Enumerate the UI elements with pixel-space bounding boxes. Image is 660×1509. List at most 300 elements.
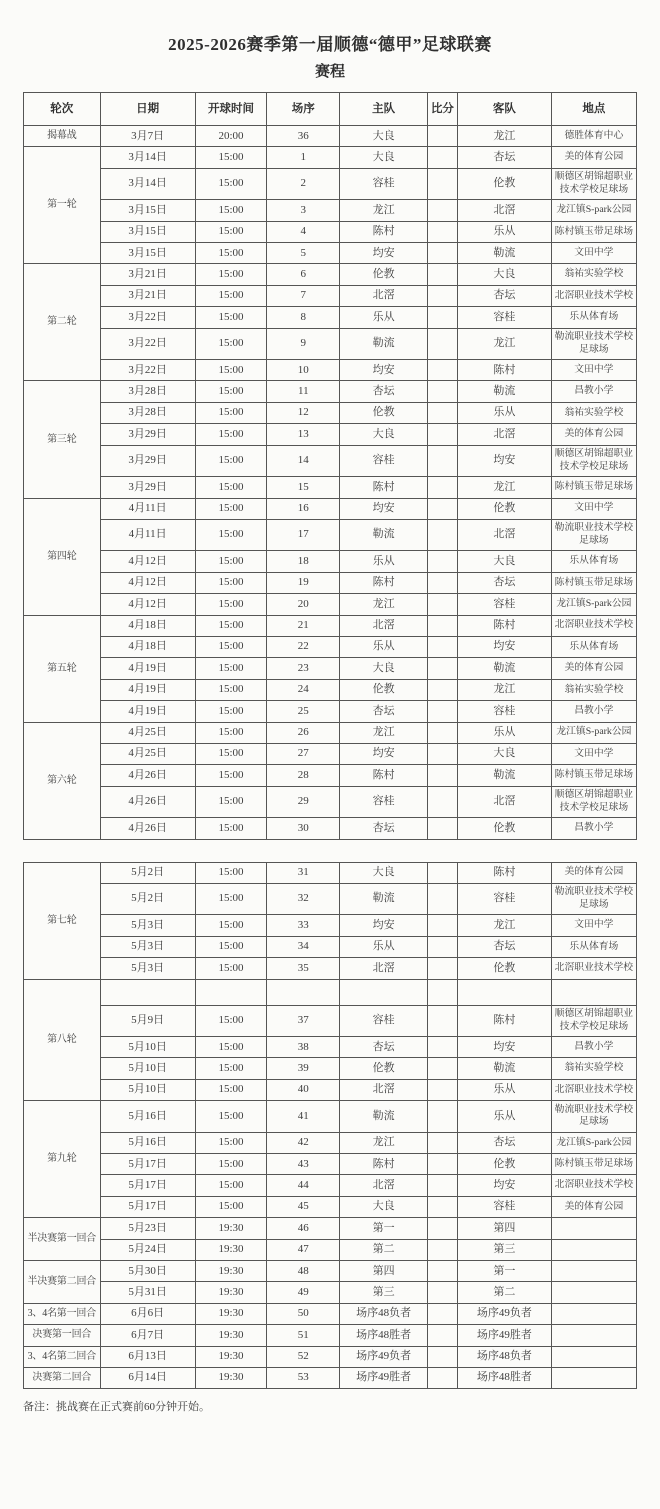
home-team-cell: 陈村	[340, 1154, 428, 1175]
round-label-cell: 半决赛第二回合	[24, 1261, 101, 1304]
kickoff-time-cell: 15:00	[195, 1154, 267, 1175]
match-number-cell: 8	[267, 307, 340, 328]
home-team-cell: 均安	[340, 743, 428, 764]
match-row	[24, 936, 637, 957]
date-cell: 4月12日	[100, 572, 195, 593]
round-label-cell: 第一轮	[24, 147, 101, 264]
venue-cell: 美的体育公园	[551, 424, 636, 445]
score-cell	[427, 328, 457, 359]
kickoff-time-cell: 15:00	[195, 147, 267, 168]
kickoff-time-cell: 15:00	[195, 572, 267, 593]
home-team-cell: 勒流	[340, 519, 428, 550]
kickoff-time-cell: 15:00	[195, 381, 267, 402]
away-team-cell: 龙江	[457, 328, 551, 359]
date-cell: 3月7日	[100, 126, 195, 147]
date-cell: 4月26日	[100, 786, 195, 817]
date-cell: 3月22日	[100, 360, 195, 381]
kickoff-time-cell: 15:00	[195, 360, 267, 381]
away-team-cell: 勒流	[457, 1058, 551, 1079]
match-row	[24, 168, 637, 199]
away-team-cell: 北滘	[457, 786, 551, 817]
date-cell: 4月11日	[100, 498, 195, 519]
home-team-cell: 均安	[340, 915, 428, 936]
home-team-cell: 伦教	[340, 264, 428, 285]
match-number-cell: 22	[267, 636, 340, 657]
match-number-cell: 48	[267, 1261, 340, 1282]
home-team-cell: 均安	[340, 243, 428, 264]
match-number-cell: 17	[267, 519, 340, 550]
score-cell	[427, 1367, 457, 1388]
footnote: 备注：挑战赛在正式赛前60分钟开始。	[23, 1401, 210, 1414]
score-cell	[427, 1132, 457, 1153]
away-team-cell: 容桂	[457, 701, 551, 722]
match-number-cell: 20	[267, 594, 340, 615]
score-cell	[427, 1346, 457, 1367]
venue-cell: 北滘职业技术学校	[551, 958, 636, 979]
match-number-cell: 4	[267, 221, 340, 242]
match-row	[24, 572, 637, 593]
kickoff-time-cell: 15:00	[195, 1101, 267, 1132]
away-team-cell: 龙江	[457, 126, 551, 147]
date-cell: 5月17日	[100, 1154, 195, 1175]
kickoff-time-cell: 19:30	[195, 1303, 267, 1324]
match-number-cell: 13	[267, 424, 340, 445]
match-row	[24, 1005, 637, 1036]
kickoff-time-cell: 15:00	[195, 1132, 267, 1153]
date-cell: 5月10日	[100, 1058, 195, 1079]
kickoff-time-cell: 15:00	[195, 1196, 267, 1217]
date-cell: 5月10日	[100, 1037, 195, 1058]
home-team-cell: 陈村	[340, 221, 428, 242]
home-team-cell: 杏坛	[340, 381, 428, 402]
score-cell	[427, 168, 457, 199]
round-label-cell: 决赛第一回合	[24, 1325, 101, 1346]
column-header: 比分	[427, 92, 457, 125]
venue-cell: 勒流职业技术学校足球场	[551, 883, 636, 914]
kickoff-time-cell: 15:00	[195, 477, 267, 498]
match-number-cell: 16	[267, 498, 340, 519]
match-row	[24, 1196, 637, 1217]
date-cell: 6月14日	[100, 1367, 195, 1388]
kickoff-time-cell: 15:00	[195, 519, 267, 550]
kickoff-time-cell: 15:00	[195, 424, 267, 445]
round-label-cell: 第八轮	[24, 979, 101, 1101]
kickoff-time-cell: 15:00	[195, 285, 267, 306]
home-team-cell: 杏坛	[340, 1037, 428, 1058]
match-number-cell: 3	[267, 200, 340, 221]
venue-cell: 乐从体育场	[551, 636, 636, 657]
venue-cell: 顺德区胡锦超职业技术学校足球场	[551, 168, 636, 199]
kickoff-time-cell: 15:00	[195, 594, 267, 615]
score-cell	[427, 979, 457, 1005]
away-team-cell: 陈村	[457, 862, 551, 883]
date-cell: 3月21日	[100, 264, 195, 285]
match-row	[24, 818, 637, 839]
venue-cell: 文田中学	[551, 360, 636, 381]
score-cell	[427, 1154, 457, 1175]
away-team-cell: 场序49负者	[457, 1303, 551, 1324]
home-team-cell: 龙江	[340, 200, 428, 221]
home-team-cell: 陈村	[340, 572, 428, 593]
match-row	[24, 147, 637, 168]
match-number-cell: 45	[267, 1196, 340, 1217]
score-cell	[427, 381, 457, 402]
kickoff-time-cell: 15:00	[195, 243, 267, 264]
away-team-cell: 均安	[457, 1175, 551, 1196]
match-number-cell: 52	[267, 1346, 340, 1367]
away-team-cell: 杏坛	[457, 1132, 551, 1153]
away-team-cell: 杏坛	[457, 936, 551, 957]
away-team-cell: 乐从	[457, 402, 551, 423]
home-team-cell: 大良	[340, 424, 428, 445]
home-team-cell: 乐从	[340, 936, 428, 957]
away-team-cell: 伦教	[457, 498, 551, 519]
match-row	[24, 786, 637, 817]
match-number-cell: 36	[267, 126, 340, 147]
column-header: 地点	[551, 92, 636, 125]
score-cell	[427, 1079, 457, 1100]
away-team-cell: 场序48胜者	[457, 1367, 551, 1388]
score-cell	[427, 1196, 457, 1217]
kickoff-time-cell: 20:00	[195, 126, 267, 147]
kickoff-time-cell: 15:00	[195, 1005, 267, 1036]
round-label-cell: 第三轮	[24, 381, 101, 498]
date-cell: 4月19日	[100, 658, 195, 679]
score-cell	[427, 636, 457, 657]
home-team-cell: 龙江	[340, 1132, 428, 1153]
match-number-cell: 41	[267, 1101, 340, 1132]
score-cell	[427, 883, 457, 914]
venue-cell: 北滘职业技术学校	[551, 615, 636, 636]
match-row	[24, 200, 637, 221]
score-cell	[427, 402, 457, 423]
away-team-cell: 勒流	[457, 243, 551, 264]
date-cell: 6月13日	[100, 1346, 195, 1367]
round-label-cell: 第二轮	[24, 264, 101, 381]
kickoff-time-cell: 15:00	[195, 883, 267, 914]
kickoff-time-cell: 15:00	[195, 1037, 267, 1058]
score-cell	[427, 658, 457, 679]
match-number-cell: 29	[267, 786, 340, 817]
date-cell: 4月18日	[100, 615, 195, 636]
score-cell	[427, 615, 457, 636]
match-number-cell: 40	[267, 1079, 340, 1100]
kickoff-time-cell: 15:00	[195, 1175, 267, 1196]
away-team-cell: 北滘	[457, 200, 551, 221]
match-number-cell: 19	[267, 572, 340, 593]
venue-cell: 北滘职业技术学校	[551, 285, 636, 306]
score-cell	[427, 915, 457, 936]
match-row	[24, 285, 637, 306]
home-team-cell: 均安	[340, 360, 428, 381]
kickoff-time-cell: 15:00	[195, 200, 267, 221]
kickoff-time-cell: 15:00	[195, 221, 267, 242]
column-header: 客队	[457, 92, 551, 125]
score-cell	[427, 477, 457, 498]
match-row	[24, 743, 637, 764]
home-team-cell: 北滘	[340, 285, 428, 306]
away-team-cell: 乐从	[457, 221, 551, 242]
kickoff-time-cell: 15:00	[195, 168, 267, 199]
away-team-cell: 龙江	[457, 679, 551, 700]
away-team-cell: 北滘	[457, 519, 551, 550]
date-cell: 3月22日	[100, 307, 195, 328]
score-cell	[427, 285, 457, 306]
home-team-cell: 第一	[340, 1218, 428, 1239]
venue-cell: 昌教小学	[551, 818, 636, 839]
match-number-cell: 21	[267, 615, 340, 636]
venue-cell: 乐从体育场	[551, 307, 636, 328]
venue-cell	[551, 1303, 636, 1324]
home-team-cell: 大良	[340, 147, 428, 168]
match-number-cell: 25	[267, 701, 340, 722]
score-cell	[427, 1239, 457, 1260]
score-cell	[427, 264, 457, 285]
date-cell: 3月14日	[100, 168, 195, 199]
away-team-cell: 龙江	[457, 915, 551, 936]
page-title: 2025-2026赛季第一届顺德“德甲”足球联赛	[168, 35, 492, 54]
date-cell: 5月2日	[100, 883, 195, 914]
away-team-cell: 场序48负者	[457, 1346, 551, 1367]
venue-cell: 龙江镇S-park公园	[551, 722, 636, 743]
away-team-cell: 杏坛	[457, 572, 551, 593]
date-cell: 4月26日	[100, 765, 195, 786]
schedule-table-rounds-1-6	[23, 92, 637, 840]
kickoff-time-cell: 19:30	[195, 1261, 267, 1282]
column-header: 轮次	[24, 92, 101, 125]
match-number-cell: 39	[267, 1058, 340, 1079]
match-row	[24, 1239, 637, 1260]
score-cell	[427, 936, 457, 957]
date-cell: 5月16日	[100, 1132, 195, 1153]
home-team-cell: 陈村	[340, 765, 428, 786]
score-cell	[427, 243, 457, 264]
venue-cell: 昌教小学	[551, 381, 636, 402]
match-number-cell: 10	[267, 360, 340, 381]
match-row	[24, 1058, 637, 1079]
match-row	[24, 636, 637, 657]
date-cell: 3月15日	[100, 221, 195, 242]
match-row	[24, 615, 637, 636]
away-team-cell: 第四	[457, 1218, 551, 1239]
kickoff-time-cell: 15:00	[195, 936, 267, 957]
away-team-cell: 大良	[457, 743, 551, 764]
date-cell: 5月3日	[100, 936, 195, 957]
score-cell	[427, 1325, 457, 1346]
column-header: 开球时间	[195, 92, 267, 125]
score-cell	[427, 572, 457, 593]
home-team-cell: 场序48负者	[340, 1303, 428, 1324]
kickoff-time-cell: 15:00	[195, 958, 267, 979]
date-cell: 6月7日	[100, 1325, 195, 1346]
match-number-cell: 31	[267, 862, 340, 883]
score-cell	[427, 147, 457, 168]
match-row	[24, 402, 637, 423]
score-cell	[427, 722, 457, 743]
away-team-cell: 杏坛	[457, 285, 551, 306]
match-number-cell: 11	[267, 381, 340, 402]
home-team-cell: 北滘	[340, 958, 428, 979]
away-team-cell: 杏坛	[457, 147, 551, 168]
kickoff-time-cell: 15:00	[195, 307, 267, 328]
date-cell: 4月12日	[100, 551, 195, 572]
score-cell	[427, 221, 457, 242]
away-team-cell: 勒流	[457, 765, 551, 786]
match-number-cell: 6	[267, 264, 340, 285]
date-cell: 3月15日	[100, 200, 195, 221]
match-row	[24, 126, 637, 147]
venue-cell: 翁祐实验学校	[551, 679, 636, 700]
date-cell: 5月31日	[100, 1282, 195, 1303]
match-row	[24, 243, 637, 264]
away-team-cell: 容桂	[457, 1196, 551, 1217]
venue-cell	[551, 979, 636, 1005]
venue-cell: 美的体育公园	[551, 147, 636, 168]
match-row	[24, 915, 637, 936]
home-team-cell: 杏坛	[340, 701, 428, 722]
match-number-cell: 38	[267, 1037, 340, 1058]
venue-cell: 翁祐实验学校	[551, 264, 636, 285]
score-cell	[427, 1037, 457, 1058]
venue-cell: 翁祐实验学校	[551, 1058, 636, 1079]
match-row	[24, 765, 637, 786]
match-row	[24, 1132, 637, 1153]
home-team-cell: 乐从	[340, 307, 428, 328]
away-team-cell: 大良	[457, 264, 551, 285]
venue-cell: 顺德区胡锦超职业技术学校足球场	[551, 786, 636, 817]
score-cell	[427, 594, 457, 615]
venue-cell	[551, 1367, 636, 1388]
date-cell: 4月18日	[100, 636, 195, 657]
match-row	[24, 1303, 637, 1324]
venue-cell	[551, 1325, 636, 1346]
away-team-cell: 勒流	[457, 381, 551, 402]
venue-cell: 陈村镇玉带足球场	[551, 765, 636, 786]
score-cell	[427, 307, 457, 328]
match-row	[24, 1154, 637, 1175]
date-cell: 5月10日	[100, 1079, 195, 1100]
match-number-cell: 18	[267, 551, 340, 572]
home-team-cell: 龙江	[340, 594, 428, 615]
away-team-cell: 第三	[457, 1239, 551, 1260]
match-number-cell: 44	[267, 1175, 340, 1196]
kickoff-time-cell: 15:00	[195, 862, 267, 883]
home-team-cell: 场序48胜者	[340, 1325, 428, 1346]
kickoff-time-cell: 15:00	[195, 1058, 267, 1079]
venue-cell: 陈村镇玉带足球场	[551, 477, 636, 498]
date-cell: 4月19日	[100, 679, 195, 700]
score-cell	[427, 445, 457, 476]
home-team-cell: 第三	[340, 1282, 428, 1303]
match-number-cell: 49	[267, 1282, 340, 1303]
round-label-cell: 半决赛第一回合	[24, 1218, 101, 1261]
match-row	[24, 307, 637, 328]
score-cell	[427, 743, 457, 764]
header-row	[24, 92, 637, 125]
score-cell	[427, 1282, 457, 1303]
away-team-cell: 伦教	[457, 168, 551, 199]
date-cell: 4月25日	[100, 743, 195, 764]
home-team-cell: 北滘	[340, 1079, 428, 1100]
kickoff-time-cell: 19:30	[195, 1239, 267, 1260]
date-cell: 5月2日	[100, 862, 195, 883]
venue-cell: 龙江镇S-park公园	[551, 200, 636, 221]
score-cell	[427, 424, 457, 445]
home-team-cell: 大良	[340, 1196, 428, 1217]
round-label-cell: 第六轮	[24, 722, 101, 839]
score-cell	[427, 360, 457, 381]
round-label-cell: 3、4名第一回合	[24, 1303, 101, 1324]
home-team-cell: 龙江	[340, 722, 428, 743]
match-number-cell: 23	[267, 658, 340, 679]
match-number-cell: 37	[267, 1005, 340, 1036]
home-team-cell: 容桂	[340, 168, 428, 199]
venue-cell: 文田中学	[551, 498, 636, 519]
column-header: 主队	[340, 92, 428, 125]
match-number-cell: 30	[267, 818, 340, 839]
home-team-cell: 北滘	[340, 1175, 428, 1196]
venue-cell	[551, 1239, 636, 1260]
home-team-cell: 乐从	[340, 636, 428, 657]
score-cell	[427, 1218, 457, 1239]
away-team-cell	[457, 979, 551, 1005]
table-body-1	[24, 126, 637, 840]
score-cell	[427, 679, 457, 700]
match-row	[24, 594, 637, 615]
date-cell: 4月11日	[100, 519, 195, 550]
match-row	[24, 519, 637, 550]
venue-cell: 勒流职业技术学校足球场	[551, 328, 636, 359]
match-number-cell: 12	[267, 402, 340, 423]
venue-cell: 文田中学	[551, 915, 636, 936]
match-number-cell: 9	[267, 328, 340, 359]
score-cell	[427, 126, 457, 147]
venue-cell: 文田中学	[551, 743, 636, 764]
away-team-cell: 伦教	[457, 818, 551, 839]
venue-cell: 勒流职业技术学校足球场	[551, 1101, 636, 1132]
match-row	[24, 1282, 637, 1303]
date-cell: 3月22日	[100, 328, 195, 359]
venue-cell: 乐从体育场	[551, 936, 636, 957]
date-cell: 4月19日	[100, 701, 195, 722]
away-team-cell: 龙江	[457, 477, 551, 498]
kickoff-time-cell: 15:00	[195, 765, 267, 786]
match-row	[24, 477, 637, 498]
venue-cell	[551, 1218, 636, 1239]
column-header: 日期	[100, 92, 195, 125]
date-cell: 3月28日	[100, 402, 195, 423]
venue-cell: 北滘职业技术学校	[551, 1175, 636, 1196]
date-cell: 3月29日	[100, 445, 195, 476]
kickoff-time-cell: 15:00	[195, 328, 267, 359]
kickoff-time-cell	[195, 979, 267, 1005]
home-team-cell: 第四	[340, 1261, 428, 1282]
score-cell	[427, 862, 457, 883]
home-team-cell: 陈村	[340, 477, 428, 498]
kickoff-time-cell: 15:00	[195, 915, 267, 936]
score-cell	[427, 1005, 457, 1036]
date-cell: 3月29日	[100, 477, 195, 498]
match-row	[24, 360, 637, 381]
date-cell: 5月30日	[100, 1261, 195, 1282]
kickoff-time-cell: 15:00	[195, 636, 267, 657]
away-team-cell: 乐从	[457, 1079, 551, 1100]
match-row	[24, 883, 637, 914]
venue-cell: 勒流职业技术学校足球场	[551, 519, 636, 550]
away-team-cell: 均安	[457, 636, 551, 657]
kickoff-time-cell: 15:00	[195, 722, 267, 743]
away-team-cell: 陈村	[457, 1005, 551, 1036]
